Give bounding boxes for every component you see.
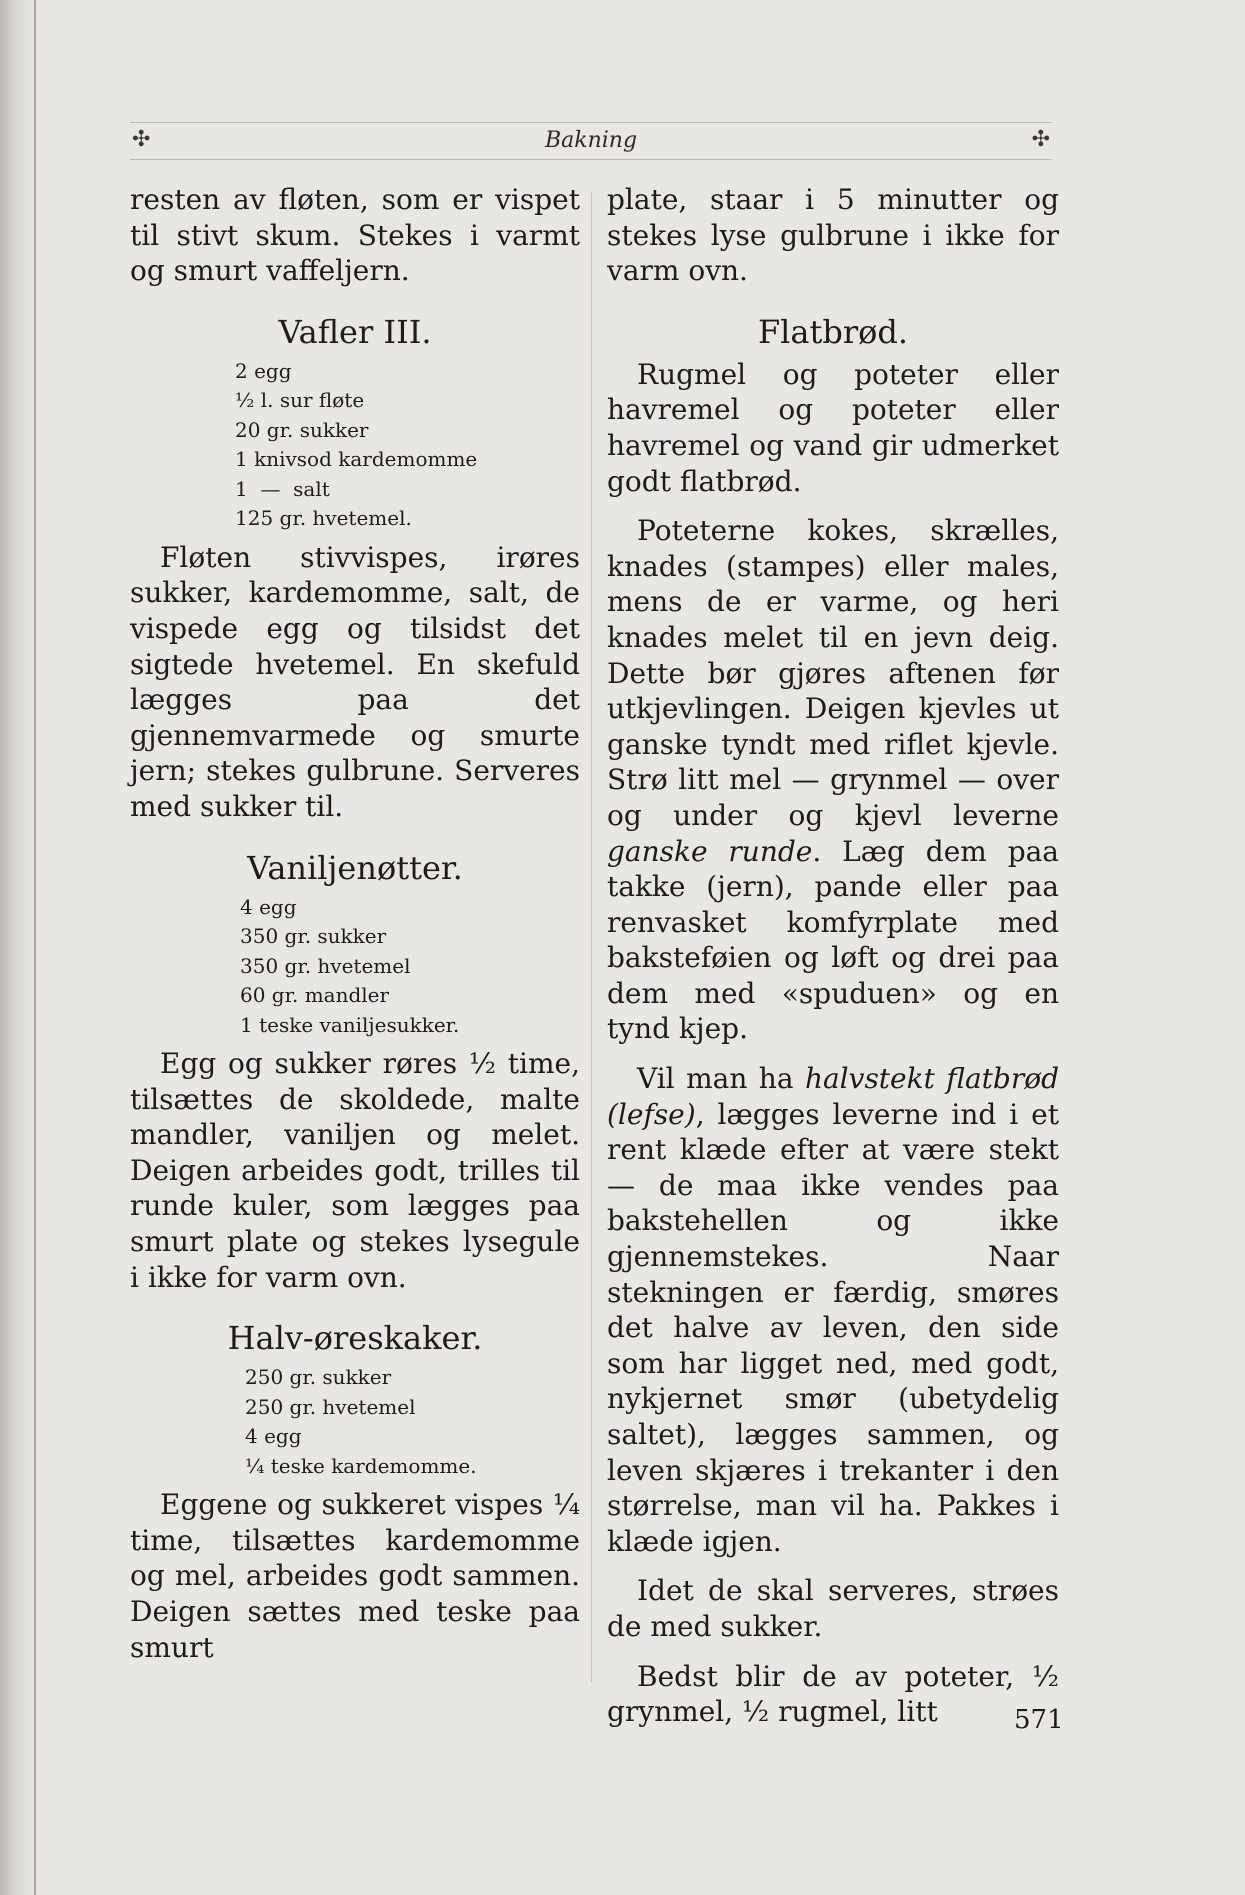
continued-paragraph: resten av fløten, som er vispet til stivt skum. Stekes i varmt og smurt vaffeljern.: [130, 183, 580, 288]
column-divider: [591, 192, 592, 1682]
ingredient-list-vanilje: [130, 893, 580, 1041]
ingredient-list-halv-oreskaker: [130, 1363, 580, 1481]
ingredient: 1 teske vaniljesukker.: [240, 1012, 460, 1037]
ornament-left-icon: ✣: [132, 127, 151, 152]
flatbrod-paragraph-2: Poteterne kokes, skrælles, knades (stampes) eller males, mens de er varme, og heri knades melet til en jevn deig. Dette bør gjøres aftenen før utkjevlingen. Deigen kjevles ut ganske tyndt med riflet kjevle. Strø litt mel — grynmel — over og under og kjevl leverne ganske runde. Læg dem paa takke (jern), pande eller paa renvasket komfyrplate med baksteføien og løft og drei paa dem med «spuduen» og en tynd kjep.: [607, 514, 1059, 1046]
ingredient: 1 knivsod kardemomme: [235, 447, 478, 472]
ingredient-list-vafler: [130, 357, 580, 534]
ornament-right-icon: ✣: [1031, 127, 1050, 152]
ingredient: ½ l. sur fløte: [235, 388, 365, 413]
ingredient: 350 gr. sukker: [240, 924, 387, 949]
flatbrod-paragraph-1: Rugmel og poteter eller havremel og poteter eller havremel og vand gir udmerket godt flatbrød.: [607, 357, 1059, 498]
running-header: [130, 122, 1052, 160]
page-number: 571: [1014, 1705, 1064, 1735]
recipe-title-vanilje: Vaniljenøtter.: [247, 848, 463, 887]
ingredient: 250 gr. hvetemel: [245, 1394, 416, 1419]
ingredient: 4 egg: [240, 894, 297, 919]
recipe-title-vafler: Vafler III.: [278, 312, 432, 351]
ingredient: 2 egg: [235, 358, 292, 383]
right-column: [607, 182, 1059, 1730]
recipe-text-halv-oreskaker: Eggene og sukkeret vispes ¼ time, tilsættes kardemomme og mel, arbeides godt sammen. Deigen sættes med teske paa smurt: [130, 1488, 580, 1664]
ingredient: 250 gr. sukker: [245, 1365, 392, 1390]
emphasis: ganske runde: [607, 834, 813, 868]
ingredient: 20 gr. sukker: [235, 417, 369, 442]
ingredient: 1 — salt: [235, 476, 330, 501]
recipe-text-vafler: Fløten stivvispes, irøres sukker, kardemomme, salt, de vispede egg og tilsidst det sigtede hvetemel. En skefuld lægges paa det gjennemvarmede og smurte jern; stekes gulbrune. Serveres med sukker til.: [130, 540, 580, 823]
recipe-text-vanilje: Egg og sukker røres ½ time, tilsættes de skoldede, malte mandler, vaniljen og melet. Deigen arbeides godt, trilles til runde kuler, som lægges paa smurt plate og stekes lysegule i ikke for varm ovn.: [130, 1047, 580, 1294]
recipe-title-halv-oreskaker: Halv-øreskaker.: [227, 1319, 483, 1358]
ingredient: 125 gr. hvetemel.: [235, 506, 412, 531]
flatbrod-paragraph-3: Vil man ha halvstekt flatbrød (lefse), lægges leverne ind i et rent klæde efter at være stekt — de maa ikke vendes paa bakstehellen og ikke gjennemstekes. Naar stekningen er færdig, smøres det halve av leven, den side som har ligget ned, med godt, nykjernet smør (ubetydelig saltet), lægges sammen, og leven skjæres i trekanter i den størrelse, man vil ha. Pakkes i klæde igjen.: [607, 1062, 1059, 1558]
ingredient: ¼ teske kardemomme.: [245, 1453, 477, 1478]
flatbrod-paragraph-5: Bedst blir de av poteter, ½ grynmel, ½ rugmel, litt: [607, 1659, 1059, 1729]
gutter-line: [34, 0, 36, 1895]
left-column: [130, 182, 580, 1665]
ingredient: 350 gr. hvetemel: [240, 953, 411, 978]
flatbrod-paragraph-4: Idet de skal serveres, strøes de med sukker.: [607, 1574, 1059, 1643]
recipe-title-flatbrod: Flatbrød.: [757, 312, 909, 351]
ingredient: 4 egg: [245, 1424, 302, 1449]
header-title: Bakning: [544, 128, 638, 153]
ingredient: 60 gr. mandler: [240, 983, 390, 1008]
emphasis: halvstekt flatbrød (lefse): [607, 1062, 1059, 1131]
continued-paragraph: plate, staar i 5 minutter og stekes lyse gulbrune i ikke for varm ovn.: [607, 183, 1059, 288]
